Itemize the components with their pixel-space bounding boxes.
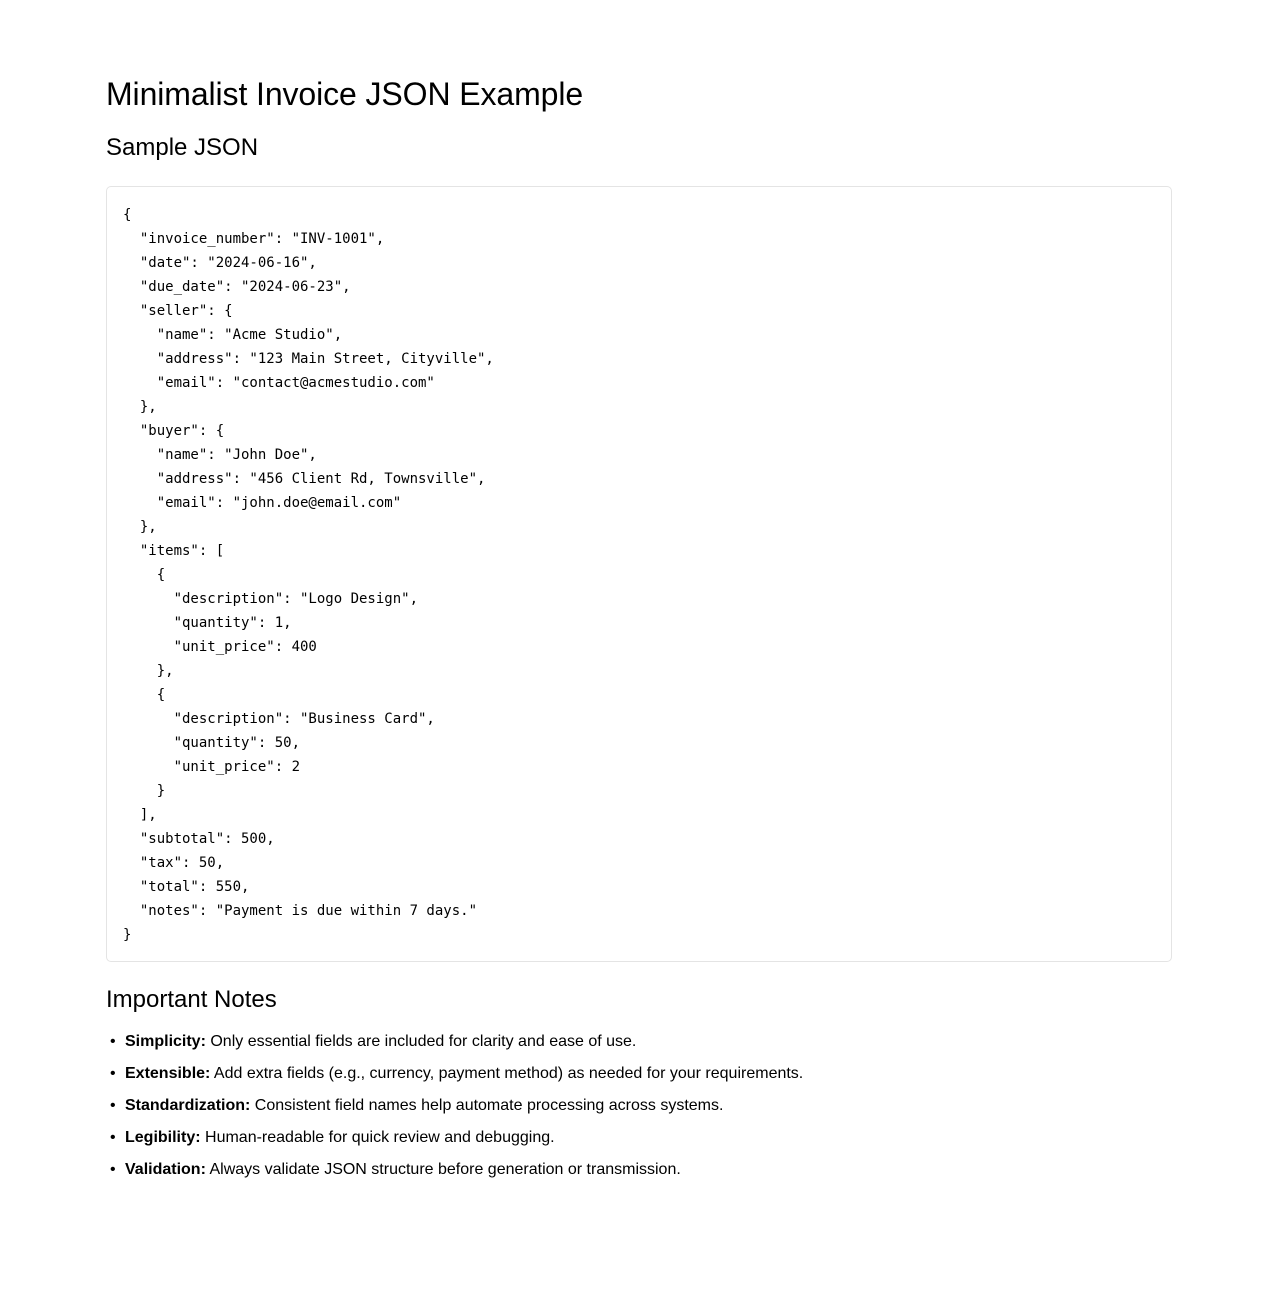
note-term: Standardization:	[125, 1097, 251, 1114]
important-notes-heading: Important Notes	[106, 986, 277, 1013]
note-text: Only essential fields are included for clarity and ease of use.	[205, 1033, 637, 1050]
note-term: Validation:	[125, 1161, 206, 1178]
bullet-icon: •	[110, 1065, 116, 1082]
note-text: Consistent field names help automate processing across systems.	[250, 1097, 724, 1114]
bullet-icon: •	[110, 1161, 116, 1178]
notes-list	[106, 1032, 1172, 1180]
page-title: Minimalist Invoice JSON Example	[106, 76, 584, 112]
sample-json-heading: Sample JSON	[106, 134, 259, 161]
note-term: Extensible:	[125, 1065, 211, 1082]
list-item	[110, 1160, 1172, 1180]
note-text: Add extra fields (e.g., currency, payment method) as needed for your requirements.	[210, 1065, 804, 1082]
bullet-icon: •	[110, 1097, 116, 1114]
list-item	[110, 1032, 1172, 1052]
note-text: Human-readable for quick review and debugging.	[200, 1129, 555, 1146]
code-block	[106, 186, 1172, 962]
bullet-icon: •	[110, 1129, 116, 1146]
bullet-icon: •	[110, 1033, 116, 1050]
note-text: Always validate JSON structure before generation or transmission.	[205, 1161, 681, 1178]
note-term: Legibility:	[125, 1129, 201, 1146]
note-term: Simplicity:	[125, 1033, 206, 1050]
list-item	[110, 1064, 1172, 1084]
json-code: { "invoice_number": "INV-1001", "date": "2024-06-16", "due_date": "2024-06-23", "seller": { "name": "Acme Studio", "address": "123 Main Street, Cityville", "email": "contact@acmestudio.com" }, "buyer": { "name": "John Doe", "address": "456 Client Rd, Townsville", "email": "john.doe@email.com" }, "items": [ { "description": "Logo Design", "quantity": 1, "unit_price": 400 }, { "description": "Business Card", "quantity": 50, "unit_price": 2 } ], "subtotal": 500, "tax": 50, "total": 550, "notes": "Payment is due within 7 days." }	[123, 207, 494, 943]
list-item	[110, 1128, 1172, 1148]
list-item	[110, 1096, 1172, 1116]
